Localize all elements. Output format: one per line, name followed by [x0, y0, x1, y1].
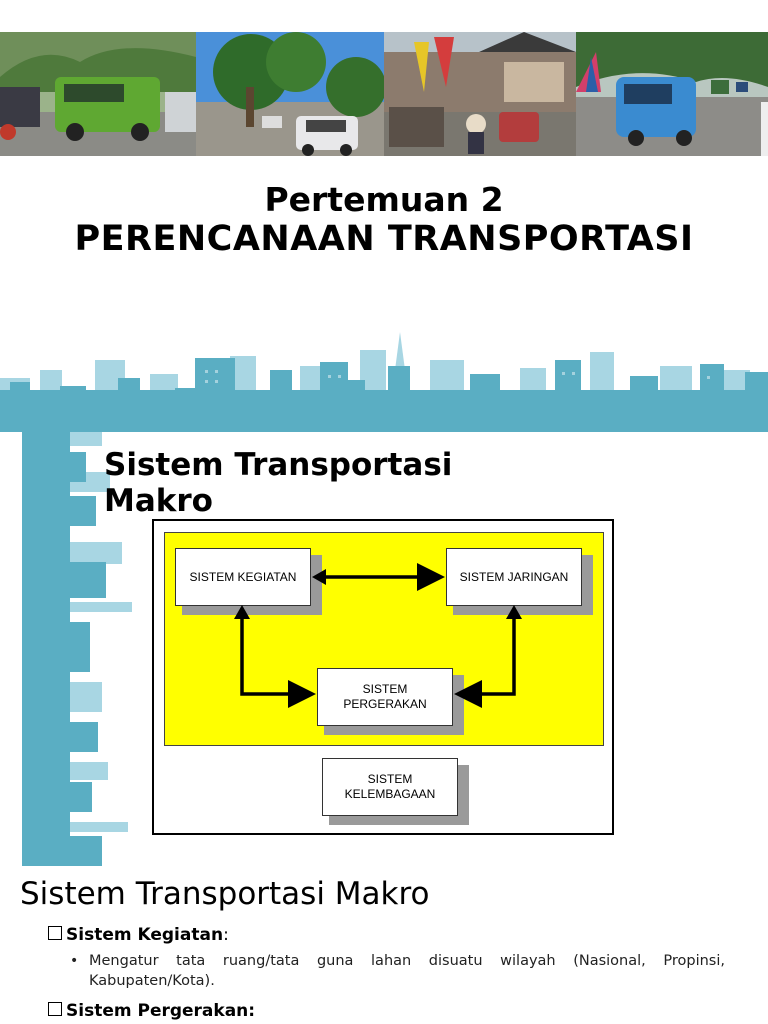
bullet-sistem-pergerakan: [48, 1001, 255, 1021]
photo-street-trees: [196, 32, 384, 156]
node-kelembagaan-label-line2: KELEMBAGAAN: [344, 787, 436, 801]
bullet-label: Sistem Pergerakan:: [66, 1001, 256, 1021]
bullet-suffix: :: [223, 925, 229, 945]
node-kegiatan-label: SISTEM KEGIATAN: [189, 569, 297, 584]
node-sistem-kelembagaan: [322, 758, 458, 816]
section-title-diagram: [104, 447, 452, 519]
node-pergerakan-label-line2: PERGERAKAN: [343, 697, 427, 711]
photo-green-minibus: [0, 32, 196, 156]
node-pergerakan-label-line1: SISTEM: [362, 682, 408, 696]
section-title-line2: Makro: [104, 483, 213, 519]
page-title-line2: PERENCANAAN TRANSPORTASI: [74, 219, 694, 259]
node-sistem-pergerakan: [317, 668, 453, 726]
photo-blue-minibus: [576, 32, 768, 156]
bullet-dot-icon: •: [70, 953, 79, 969]
city-skyline-graphic: [0, 330, 768, 432]
node-sistem-kegiatan: [175, 548, 311, 606]
section-title-line1: Sistem Transportasi: [104, 447, 453, 483]
node-kelembagaan-label-line1: SISTEM: [367, 772, 413, 786]
node-sistem-jaringan: [446, 548, 582, 606]
bullet-label: Sistem Kegiatan: [66, 925, 224, 945]
node-jaringan-label: SISTEM JARINGAN: [459, 569, 569, 584]
bullet-sistem-kegiatan: [48, 925, 229, 945]
checkbox-square-icon: [48, 1002, 62, 1016]
page-title-line1: Pertemuan 2: [264, 180, 504, 219]
header-photo-strip: [0, 32, 768, 156]
sub-bullet-text: Mengatur tata ruang/tata guna lahan disuatu wilayah (Nasional, Propinsi, Kabupaten/Kota).: [89, 953, 725, 989]
section-title-text: Sistem Transportasi Makro: [20, 876, 430, 912]
checkbox-square-icon: [48, 926, 62, 940]
photo-market-flags: [384, 32, 576, 156]
